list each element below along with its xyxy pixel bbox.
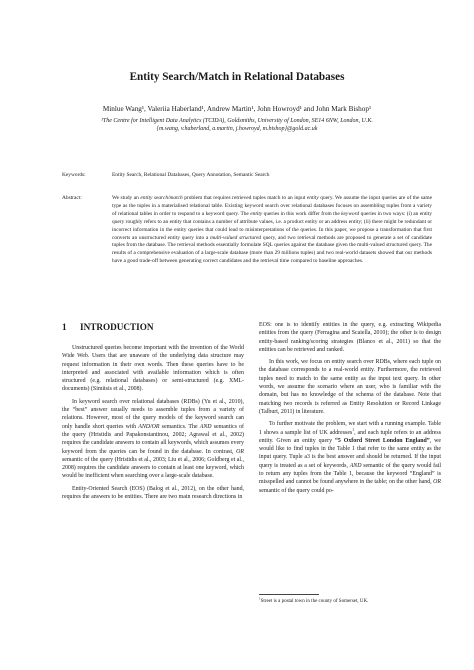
abstract-label: Abstract: bbox=[62, 195, 82, 201]
intro-paragraph-3: Entity-Oriented Search (EOS) (Balog et al., 2012), on the other hand, requires the answers to be entities. There are two main research directions in bbox=[62, 485, 244, 501]
author-list: Minlue Wang¹, Valeriia Haberland¹, Andrew Martin¹, John Howroyd¹ and John Mark Bishop¹ bbox=[102, 105, 372, 113]
paper-title: Entity Search/Match in Relational Databases bbox=[129, 71, 345, 83]
footnote-number: 1 bbox=[259, 596, 261, 601]
intro-paragraph-2: In keyword search over relational databases (RDBs) (Yu et al., 2010), the “best” answer usually needs to assemble tuples from a variety of relations. However, most of the query models of the keyword search can only handle short queries with AND/OR semantics. The AND semantics of the query (Hristidis and Papakonstantinou, 2002; Agrawal et al., 2002) requires the candidate answers to contain all keywords, which assumes every keyword from the queries can be found in the database. In contrast, OR semantic of the query (Hristidis et al., 2003; Liu et al., 2006; Goldberg et al., 2008) requires the candidate answers to contain at least one keyword, which would be inefficient when searching over a large-scale database. bbox=[62, 398, 244, 480]
keywords-label: Keywords: bbox=[62, 172, 86, 178]
affiliation-block bbox=[30, 117, 444, 133]
footnote bbox=[259, 598, 441, 605]
keywords-text: Entity Search, Relational Databases, Query Annotation, Semantic Search bbox=[112, 172, 270, 178]
section-heading-introduction bbox=[62, 321, 154, 333]
footnote-divider bbox=[259, 594, 319, 595]
left-column bbox=[62, 344, 244, 501]
right-column bbox=[259, 321, 441, 495]
intro-paragraph-5: In this work, we focus on entity search over RDBs, where each tuple on the database corresponds to a real-world entity. Furthermore, the retrieved tuples need to match to the same entity as the input text query. In other words, we assume the scenario where an user, who is familiar with the domain, but has no knowledge of the schema of the database. Note that matching two records is referred as Entity Resolution or Record Linkage (Talburt, 2011) in literature. bbox=[259, 359, 441, 415]
intro-paragraph-6: To further motivate the problem, we start with a running example. Table 1 shows a sample list of UK addresses$^1$, and each tuple refers to an address entity. Given an entity query “5 Oxford Street London England”, we would like to find tuples in the Table 1 that refer to the same entity as the input query. Tuple a3 is the best answer and should be returned. If the input query is treated as a set of keywords, AND semantic of the query would fail to return any tuples from the Table 1, because the keyword “England” is misspelled and cannot be found anywhere in the table; on the other hand, OR semantic of the query could po- bbox=[259, 421, 441, 494]
intro-paragraph-4: EOS: one is to identify entities in the query, e.g. extracting Wikipedia entities from the query (Ferragina and Scaiella, 2010); the other is to design entity-based ranking/scoring strategies (Blanco et al., 2011) so that the entities can be retrieved and ranked. bbox=[259, 322, 441, 353]
intro-paragraph-1: Unstructured queries become important with the invention of the World Wide Web. Users that are unaware of the underlying data structure may request information in their own words. Then these queries have to be interpreted and associated with available information which is often structured (e.g. relational databases) or semi-structured (e.g. XML-documents) (Simitsis et al., 2008). bbox=[62, 345, 244, 393]
section-number: 1 bbox=[62, 322, 67, 332]
section-title: INTRODUCTION bbox=[80, 322, 154, 332]
abstract-text: We study an entity search/match problem that requires retrieved tuples match to an input entity query. We assume the input queries are of the same type as the tuples in a materialised relational table. Existing keyword search over relational databases focuses on assembling tuples from a variety of relational tables in order to respond to a keyword query. The entity queries in this work differ from the keyword queries in two ways: (i) an entity query roughly refers to an entity that contains a number of attribute values, i.e. a product entity or an address entity; (ii) there might be redundant or incorrect information in the entity queries that could lead to misinterpretations of the queries. In this paper, we propose a transformation that first converts an unstructured entity query into a multi-valued structured query, and two retrieval methods are proposed to generate a set of candidate tuples from the database. The retrieval methods essentially formulate SQL queries against the database given the multi-valued structured query. The results of a comprehensive evaluation of a large-scale database (more than 29 millions tuples) and two real-world datasets showed that our methods have a good trade-off between generating correct candidates and the retrieval time compared to baseline approaches. bbox=[112, 195, 432, 265]
footnote-marker: 1 bbox=[352, 427, 355, 432]
email-line: {m.wang, v.haberland, a.martin, j.howroyd, m.bishop}@gold.ac.uk bbox=[156, 126, 318, 132]
footnote-text: Street is a postal town in the county of Somerset, UK. bbox=[260, 599, 369, 604]
affiliation-line: ¹The Centre for Intelligent Data Analytics (TCIDA), Goldsmiths, University of London, SE14 6NW, London, U.K. bbox=[101, 118, 373, 124]
